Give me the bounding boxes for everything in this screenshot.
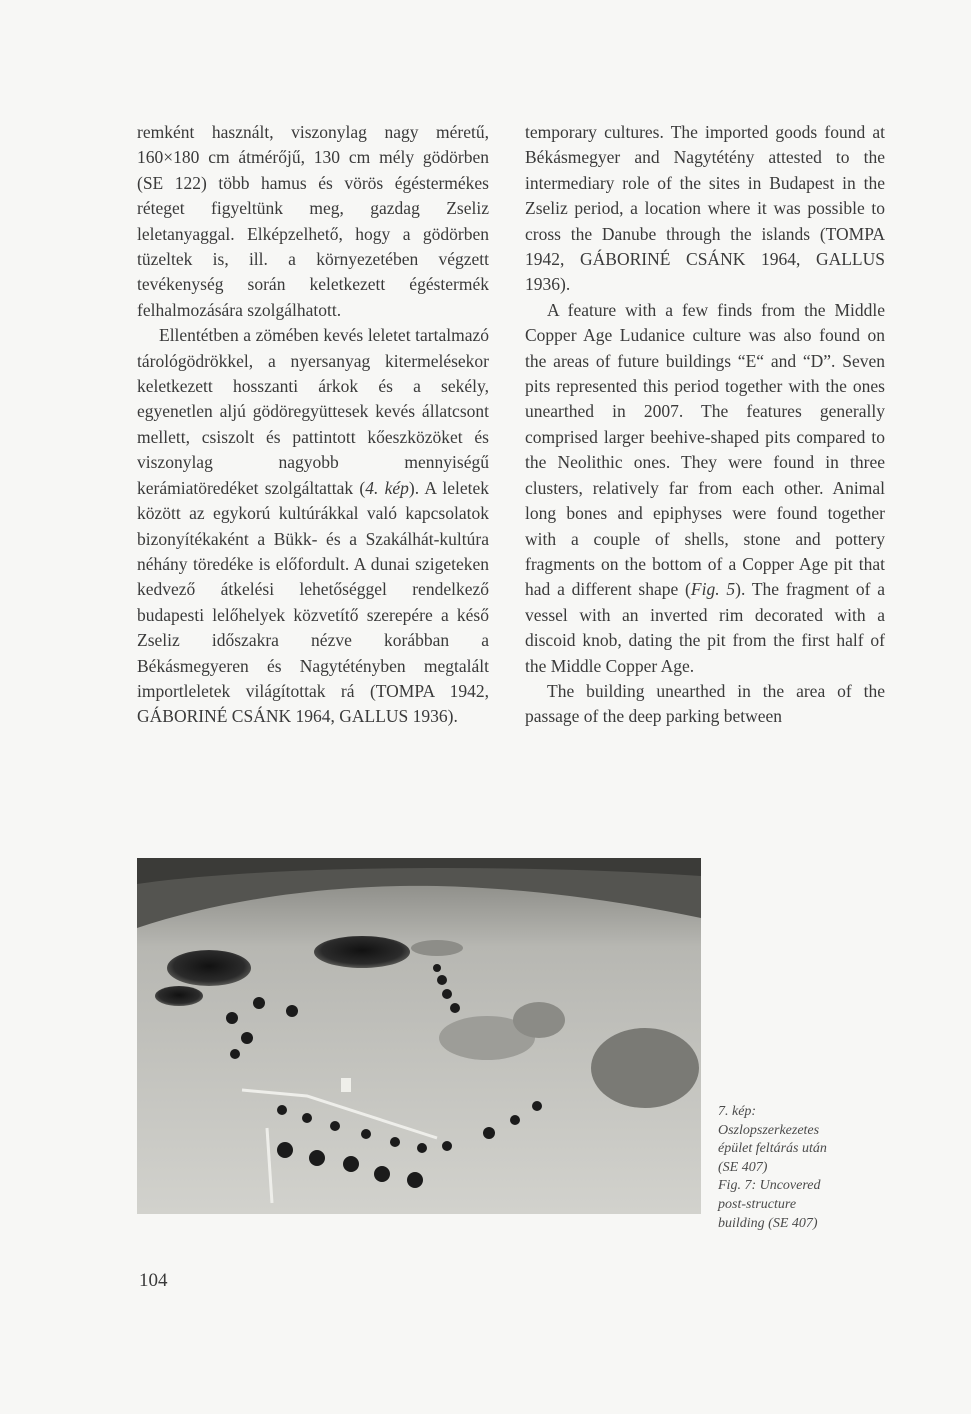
pit: [155, 986, 203, 1006]
caption-line: Oszlopszerkezetes: [718, 1122, 820, 1138]
paragraph-text: ). A leletek között az egykorú kultúrákkal való kapcsolatok bizonyítékaként a Bükk- és a Szakálhát-kultúra néhány töredéke is előfordult. A dunai szigeteken kedvező átkelési lehetőséggel rendelkező budapesti lelőhelyek közvetítő szerepére a késő Zseliz időszakra nézve korábban a Békásmegyeren és Nagytétényben megtalált importleletek világítottak rá (TOMPA 1942, GÁBORINÉ CSÁNK 1964, GALLUS 1936).: [137, 477, 489, 727]
paragraph-text: A feature with a few finds from the Middle Copper Age Ludanice culture was also found on the areas of future buildings “E“ and “D”. Seven pits represented this period together with the ones unearthed in 2007. The features generally comprised larger beehive-shaped pits compared to the Neolithic ones. They were found in three clusters, relatively far from each other. Animal long bones and epiphyses were found together with a couple of shells, stone and pottery fragments on the bottom of a Copper Age pit that had a different shape (: [525, 299, 885, 600]
shallow-feature: [411, 940, 463, 956]
large-pit: [167, 950, 251, 986]
paragraph: [137, 120, 489, 323]
caption-line: building (SE 407): [718, 1215, 818, 1231]
caption-line: post-structure: [718, 1196, 797, 1212]
caption-line: Fig. 7: Uncovered: [718, 1178, 821, 1194]
page-number: 104: [139, 1270, 168, 1291]
right-text-column: [525, 120, 885, 730]
shallow-feature: [591, 1028, 699, 1108]
paragraph-text: Ellentétben a zömében kevés leletet tartalmazó tárológödrökkel, a nyersanyag kitermelésekor keletkezett hosszanti árkok és a sekély, egyenetlen aljú gödöregyüttesek kevés állatcsont mellett, csiszolt és pattintott kőeszközöket és viszonylag nagyobb mennyiségű kerámiatöredéket szolgáltattak (: [137, 325, 489, 498]
large-pit: [314, 936, 410, 968]
paragraph: [525, 298, 885, 679]
caption-line: (SE 407): [718, 1159, 768, 1175]
paragraph: [525, 679, 885, 730]
figure-caption: [718, 1103, 858, 1233]
paragraph: [137, 323, 489, 730]
caption-line: 7. kép:: [718, 1104, 757, 1119]
caption-line: épület feltárás után: [718, 1141, 827, 1157]
excavation-photo-drawing: [137, 858, 701, 1214]
paragraph-text: temporary cultures. The imported goods found at Békásmegyer and Nagytétény attested to the intermediary role of the sites in Budapest in the Zseliz period, a location where it was possible to cross the Danube through the islands (TOMPA 1942, GÁBORINÉ CSÁNK 1964, GALLUS 1936).: [525, 122, 885, 295]
figure-reference: 4. kép: [365, 477, 409, 498]
shallow-feature: [513, 1002, 565, 1038]
scale-board: [341, 1078, 351, 1092]
paragraph-text: ). The fragment of a vessel with an inverted rim decorated with a discoid knob, dating the pit from the first half of the Middle Copper Age.: [525, 579, 885, 676]
excavation-photo: [137, 858, 701, 1214]
figure-reference: Fig. 5: [690, 579, 736, 600]
left-text-column: [137, 120, 489, 730]
paragraph-text: The building unearthed in the area of the passage of the deep parking between: [525, 680, 885, 727]
paragraph: [525, 120, 885, 298]
paragraph-text: remként használt, viszonylag nagy méretű, 160×180 cm átmérőjű, 130 cm mély gödörben (SE 122) több hamus és vörös égéstermékes réteget figyeltünk meg, gazdag Zseliz leletanyaggal. Elképzelhető, hogy a gödörben tüzeltek is, ill. a környezetében végzett tevékenység során keletkezett égéstermék felhalmozására szolgálhatott.: [137, 122, 489, 320]
